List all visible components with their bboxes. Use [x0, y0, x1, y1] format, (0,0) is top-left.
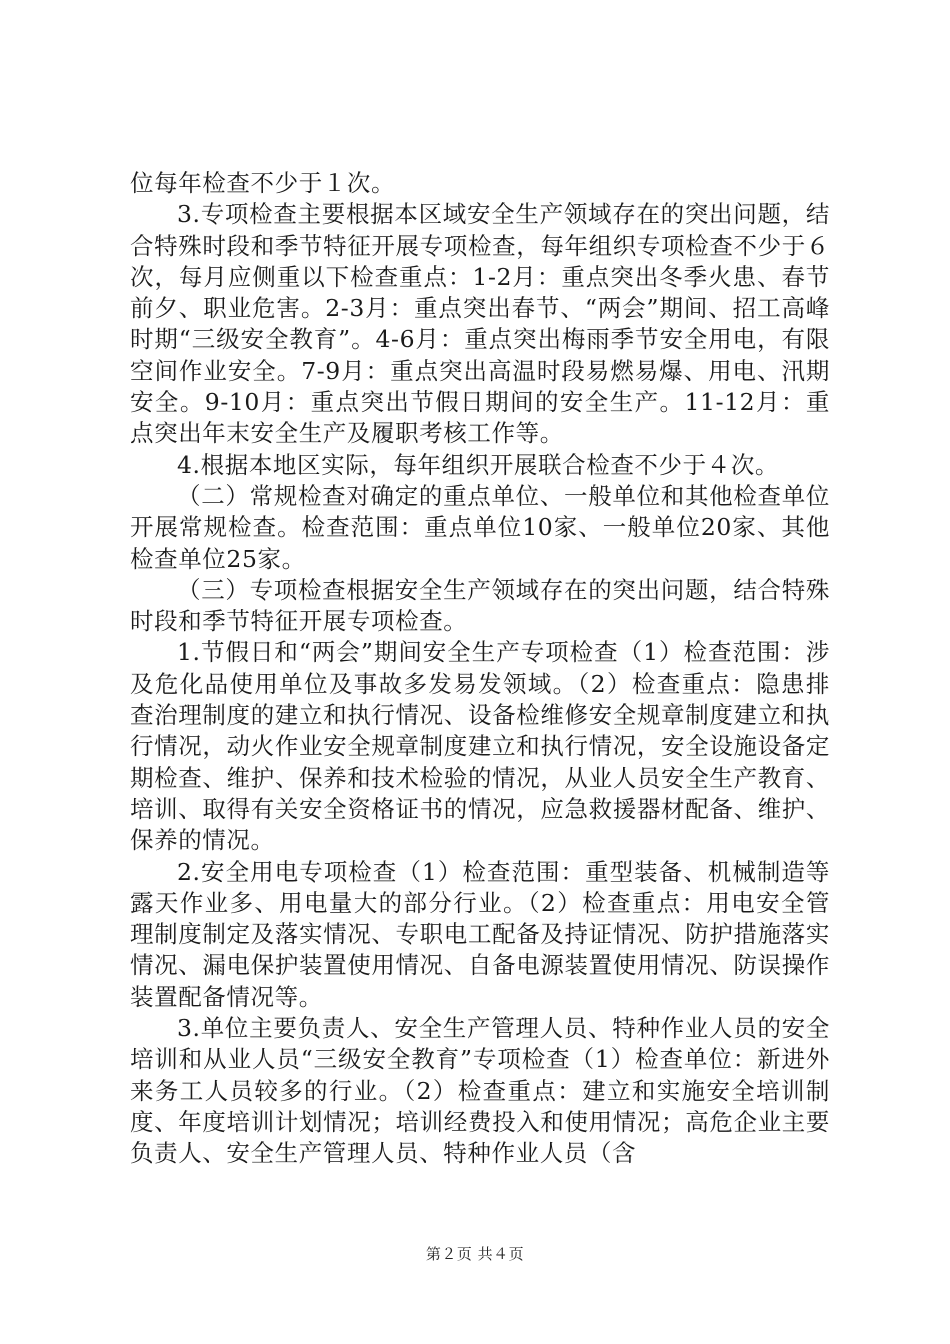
page-footer: [0, 1243, 950, 1264]
paragraph-joint-inspection: 4.根据本地区实际，每年组织开展联合检查不少于４次。: [177, 450, 780, 479]
paragraph-special-inspection-section: （三）专项检查根据安全生产领域存在的突出问题，结合特殊时段和季节特征开展专项检查。: [130, 575, 830, 636]
paragraph-holiday-inspection: 1.节假日和“两会”期间安全生产专项检查（1）检查范围：涉及危化品使用单位及事故多发易发领域。（2）检查重点：隐患排查治理制度的建立和执行情况、设备检维修安全规章制度建立和执行情况，动火作业安全规章制度建立和执行情况，安全设施设备定期检查、维护、保养和技术检验的情况，从业人员安全生产教育、培训、取得有关安全资格证书的情况，应急救援器材配备、维护、保养的情况。: [130, 638, 830, 855]
paragraph-special-inspection: 3.专项检查主要根据本区域安全生产领域存在的突出问题，结合特殊时段和季节特征开展专项检查，每年组织专项检查不少于６次，每月应侧重以下检查重点：1-2月：重点突出冬季火患、春节前夕、职业危害。2-3月：重点突出春节、“两会”期间、招工高峰时期“三级安全教育”。4-6月：重点突出梅雨季节安全用电，有限空间作业安全。7-9月：重点突出高温时段易燃易爆、用电、汛期安全。9-10月：重点突出节假日期间的安全生产。11-12月：重点突出年末安全生产及履职考核工作等。: [130, 200, 830, 448]
page-number: 第２页 共４页: [425, 1245, 525, 1263]
paragraph-electricity-inspection: 2.安全用电专项检查（1）检查范围：重型装备、机械制造等露天作业多、用电量大的部分行业。（2）检查重点：用电安全管理制度制定及落实情况、专职电工配备及持证情况、防护措施落实情况、漏电保护装置使用情况、自备电源装置使用情况、防误操作装置配备情况等。: [130, 857, 830, 1011]
paragraph-routine-inspection: （二）常规检查对确定的重点单位、一般单位和其他检查单位开展常规检查。检查范围：重点单位10家、一般单位20家、其他检查单位25家。: [130, 481, 830, 573]
paragraph-training-inspection: 3.单位主要负责人、安全生产管理人员、特种作业人员的安全培训和从业人员“三级安全教育”专项检查（1）检查单位：新进外来务工人员较多的行业。（2）检查重点：建立和实施安全培训制度、年度培训计划情况；培训经费投入和使用情况；高危企业主要负责人、安全生产管理人员、特种作业人员（含: [130, 1014, 830, 1168]
document-body: [130, 168, 830, 1170]
paragraph-continuation: 位每年检查不少于１次。: [130, 169, 396, 197]
